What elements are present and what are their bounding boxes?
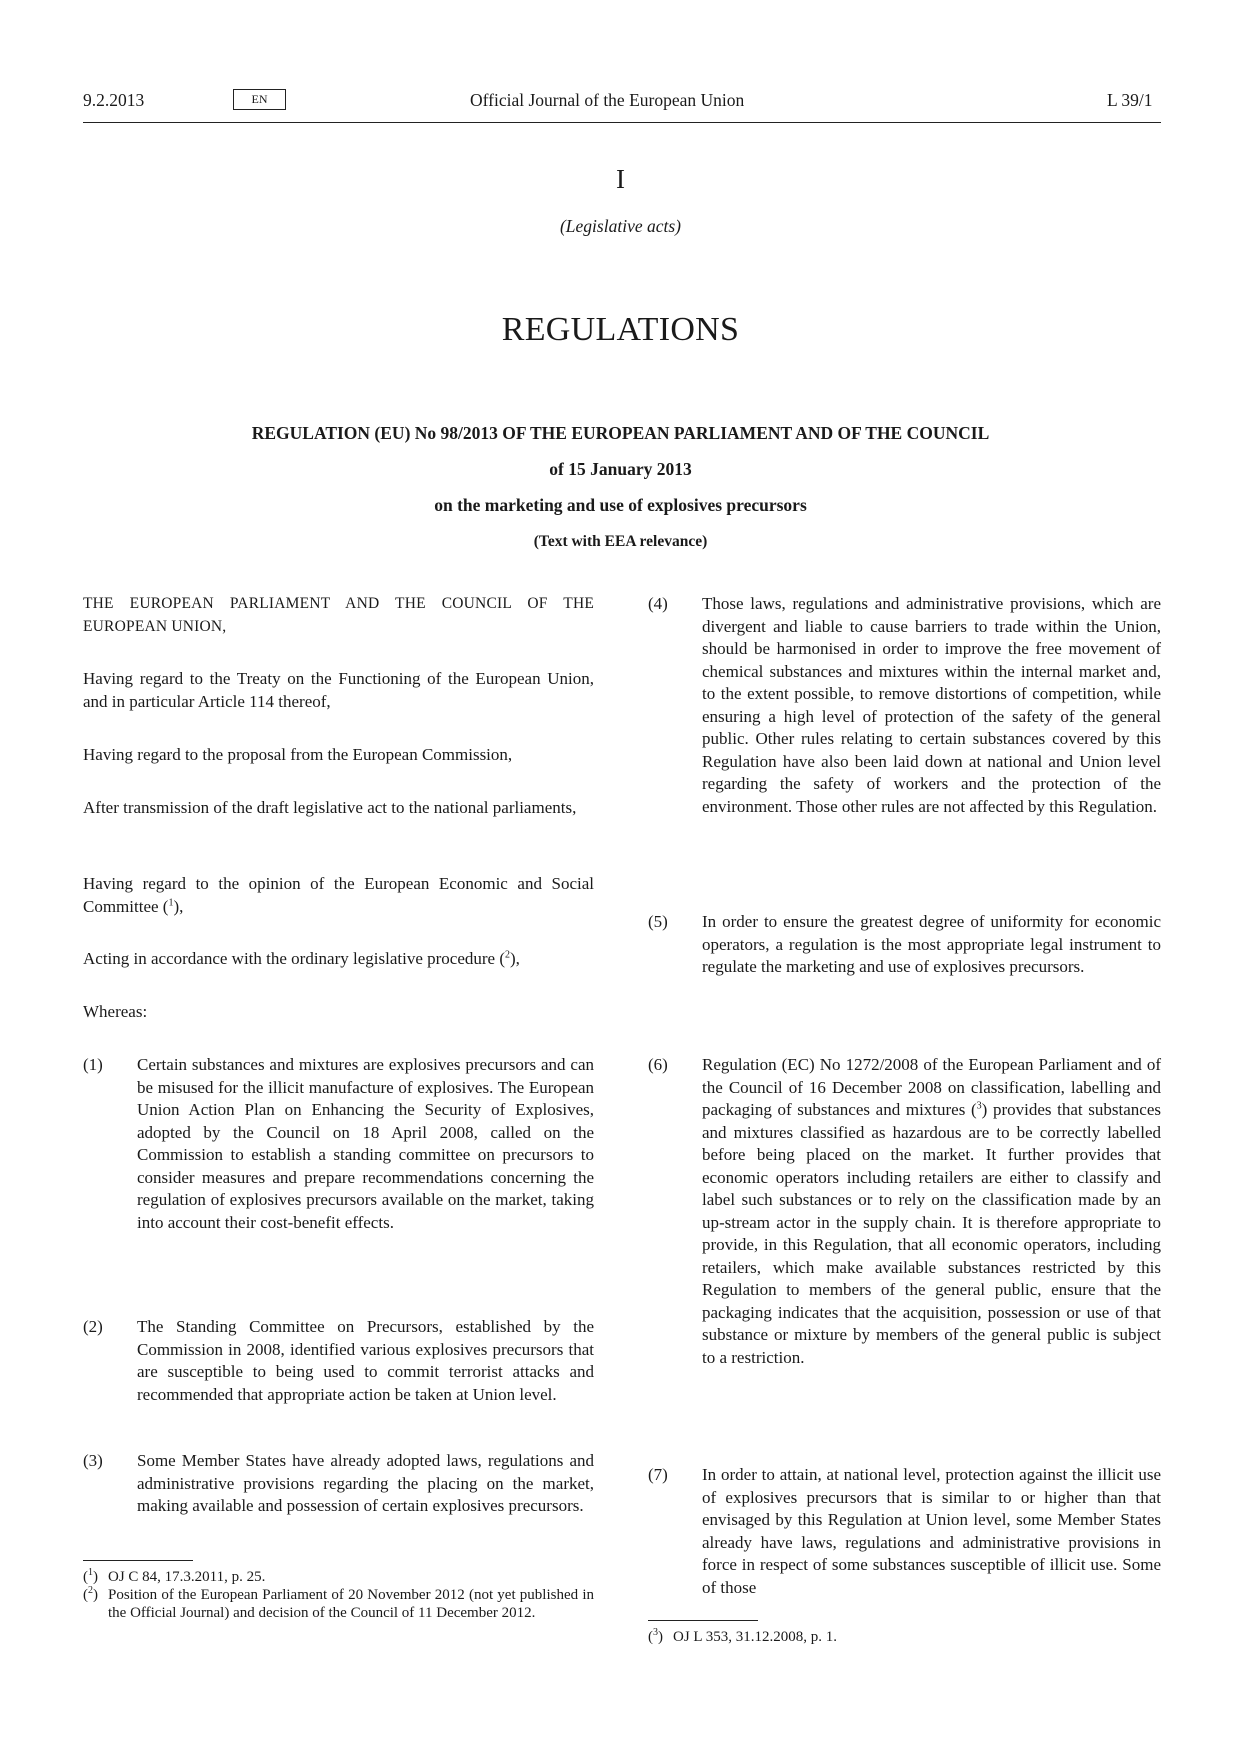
recital-number: (1) bbox=[83, 1055, 103, 1074]
footnote-number: ($^2$) bbox=[83, 1585, 98, 1603]
publication-date: 9.2.2013 bbox=[83, 90, 145, 110]
recital-text: Some Member States have already adopted laws, regulations and administrative provisions regarding the placing on the market, making available and possession of certain explosives precursors. bbox=[137, 1451, 594, 1515]
journal-title: Official Journal of the European Union bbox=[470, 90, 745, 110]
footnote-text: OJ C 84, 17.3.2011, p. 25. bbox=[108, 1569, 266, 1585]
citation-procedure-end: ), bbox=[510, 949, 520, 968]
eea-relevance: (Text with EEA relevance) bbox=[533, 533, 708, 550]
citation-treaty: Having regard to the Treaty on the Functioning of the European Union, and in particular Article 114 thereof, bbox=[83, 669, 594, 711]
recital-text bbox=[702, 1054, 1161, 1369]
recital-text: In order to attain, at national level, protection against the illicit use of explosives precursors that is similar to or higher than that envisaged by this Regulation at Union level, some Member States already have laws, regulations and administrative provisions in force in respect of some substances susceptible of illicit use. Some of those bbox=[702, 1465, 1161, 1597]
legislative-acts-label: (Legislative acts) bbox=[559, 216, 681, 236]
page-reference: L 39/1 bbox=[1107, 90, 1153, 110]
citation-transmission: After transmission of the draft legislative act to the national parliaments, bbox=[83, 798, 577, 817]
regulation-date: of 15 January 2013 bbox=[549, 459, 692, 479]
footnote-number: ($^1$) bbox=[83, 1567, 98, 1585]
section-heading: REGULATIONS bbox=[501, 311, 740, 348]
citation-opinion-end: ), bbox=[173, 896, 184, 916]
footnote-divider bbox=[648, 1620, 758, 1621]
footnote-text: Position of the European Parliament of 20 November 2012 (not yet published in the Official Journal) and decision of the Council of 11 December 2012. bbox=[108, 1587, 594, 1621]
recital-number: (6) bbox=[648, 1055, 668, 1074]
recital-6-text-a: Regulation (EC) No 1272/2008 of the European Parliament and of the Council of 16 December 2008 on classification, labelling and packaging of substances and mixtures ( bbox=[702, 1055, 1161, 1119]
recital-number: (7) bbox=[648, 1465, 668, 1484]
preamble-intro: THE EUROPEAN PARLIAMENT AND THE COUNCIL OF THE EUROPEAN UNION, bbox=[83, 595, 594, 635]
recital-text: Certain substances and mixtures are explosives precursors and can be misused for the illicit manufacture of explosives. The European Union Action Plan on Enhancing the Security of Explosives, adopted by the Council on 18 April 2008, called on the Commission to establish a standing committee on precursors to consider measures and prepare recommendations concerning the regulation of explosives precursors available on the market, taking into account their cost-benefit effects. bbox=[137, 1055, 594, 1232]
recital-number: (2) bbox=[83, 1317, 103, 1336]
recital-number: (5) bbox=[648, 912, 668, 931]
footnote-number: ($^3$) bbox=[648, 1627, 663, 1645]
citation-procedure bbox=[83, 948, 594, 971]
footnote-text: OJ L 353, 31.12.2008, p. 1. bbox=[673, 1629, 838, 1645]
recital-text: In order to ensure the greatest degree of uniformity for economic operators, a regulation is the most appropriate legal instrument to regulate the marketing and use of explosives precursors. bbox=[702, 912, 1161, 976]
citation-proposal: Having regard to the proposal from the European Commission, bbox=[83, 745, 513, 764]
whereas-label: Whereas: bbox=[83, 1002, 148, 1021]
footnote-ref-1[interactable]: 1 bbox=[168, 896, 174, 908]
citation-opinion bbox=[83, 873, 594, 918]
footnote-ref-2[interactable]: 2 bbox=[505, 949, 510, 961]
recital-text: Those laws, regulations and administrative provisions, which are divergent and liable to cause barriers to trade within the Union, should be harmonised in order to improve the free movement of chemical substances and mixtures within the internal market and, to the extent possible, to remove distortions of competition, while ensuring a high level of protection of the safety of the general public. Other rules relating to certain substances covered by this Regulation have also been laid down at national and Union level regarding the safety of workers and the protection of the environment. Those other rules are not affected by this Regulation. bbox=[702, 594, 1161, 816]
regulation-title: REGULATION (EU) No 98/2013 OF THE EUROPEAN PARLIAMENT AND OF THE COUNCIL bbox=[251, 423, 990, 443]
recital-number: (4) bbox=[648, 594, 668, 613]
recital-text: The Standing Committee on Precursors, established by the Commission in 2008, identified various explosives precursors that are susceptible to being used to commit terrorist attacks and recommended that appropriate action be taken at Union level. bbox=[137, 1317, 594, 1404]
citation-procedure-text: Acting in accordance with the ordinary legislative procedure ( bbox=[83, 949, 505, 968]
header-divider bbox=[83, 122, 1161, 123]
recital-6-text-b: ) provides that substances and mixtures classified as hazardous are to be correctly labelled before being placed on the market. It further provides that economic operators including retailers are either to classify and label such substances or to rely on the classification made by an up-stream actor in the supply chain. It is therefore appropriate to provide, in this Regulation, that all economic operators, including retailers, which make available substances restricted by this Regulation to members of the general public, ensure that the packaging indicates that the acquisition, possession or use of that substance or mixture by members of the general public is subject to a restriction. bbox=[702, 1100, 1161, 1367]
regulation-subject: on the marketing and use of explosives precursors bbox=[434, 495, 807, 515]
section-roman-numeral: I bbox=[616, 164, 625, 194]
recital-number: (3) bbox=[83, 1451, 103, 1470]
footnote-ref-3[interactable]: 3 bbox=[976, 1100, 982, 1112]
footnote-divider bbox=[83, 1560, 193, 1561]
language-badge: EN bbox=[233, 89, 286, 110]
citation-opinion-text: Having regard to the opinion of the European Economic and Social Committee ( bbox=[83, 874, 594, 916]
